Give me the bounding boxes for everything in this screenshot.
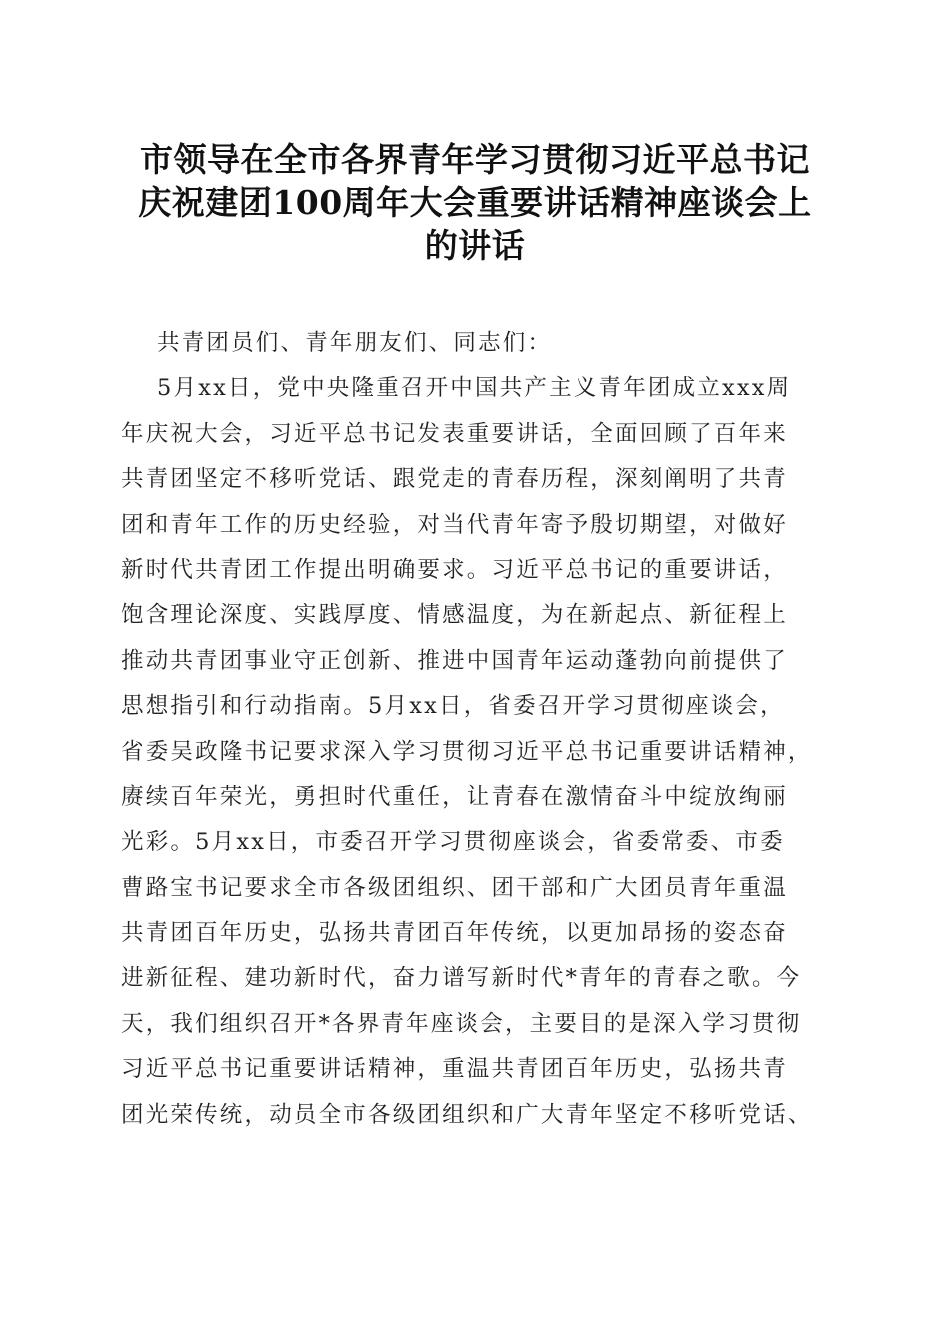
title-line: 庆祝建团100周年大会重要讲话精神座谈会上 <box>138 183 812 222</box>
document-title <box>100 138 850 267</box>
paragraph-line: 赓续百年荣光，勇担时代重任，让青春在激情奋斗中绽放绚丽 <box>121 783 788 810</box>
paragraph-line: 天，我们组织召开*各界青年座谈会，主要目的是深入学习贯彻 <box>121 1010 802 1037</box>
paragraph-line: 光彩。5月xx日，市委召开学习贯彻座谈会，省委常委、市委 <box>121 829 785 856</box>
paragraph-line: 饱含理论深度、实践厚度、情感温度，为在新起点、新征程上 <box>121 602 788 629</box>
paragraph-line: 共青团坚定不移听党话、跟党走的青春历程，深刻阐明了共青 <box>121 466 788 493</box>
paragraph-line: 年庆祝大会，习近平总书记发表重要讲话，全面回顾了百年来 <box>121 420 788 447</box>
paragraph-line: 推动共青团事业守正创新、推进中国青年运动蓬勃向前提供了 <box>121 647 788 674</box>
paragraph-line: 团光荣传统，动员全市各级团组织和广大青年坚定不移听党话、 <box>121 1101 813 1128</box>
salutation: 共青团员们、青年朋友们、同志们： <box>157 330 553 356</box>
paragraph-line: 5月xx日，党中央隆重召开中国共产主义青年团成立xxx周 <box>157 375 792 402</box>
paragraph-line: 新时代共青团工作提出明确要求。习近平总书记的重要讲话， <box>121 556 788 583</box>
paragraph-line: 思想指引和行动指南。5月xx日，省委召开学习贯彻座谈会， <box>121 693 785 720</box>
paragraph-line: 习近平总书记重要讲话精神，重温共青团百年历史，弘扬共青 <box>121 1056 788 1083</box>
paragraph-line: 省委吴政隆书记要求深入学习贯彻习近平总书记重要讲话精神， <box>121 738 813 765</box>
paragraph-line: 共青团百年历史，弘扬共青团百年传统，以更加昂扬的姿态奋 <box>121 920 788 947</box>
title-line: 市领导在全市各界青年学习贯彻习近平总书记 <box>140 140 810 179</box>
document-body <box>121 321 836 1138</box>
paragraph-line: 团和青年工作的历史经验，对当代青年寄予殷切期望，对做好 <box>121 511 788 538</box>
paragraph-line: 曹路宝书记要求全市各级团组织、团干部和广大团员青年重温 <box>121 874 788 901</box>
title-line: 的讲话 <box>424 226 526 265</box>
paragraph-line: 进新征程、建功新时代，奋力谱写新时代*青年的青春之歌。今 <box>121 965 802 992</box>
